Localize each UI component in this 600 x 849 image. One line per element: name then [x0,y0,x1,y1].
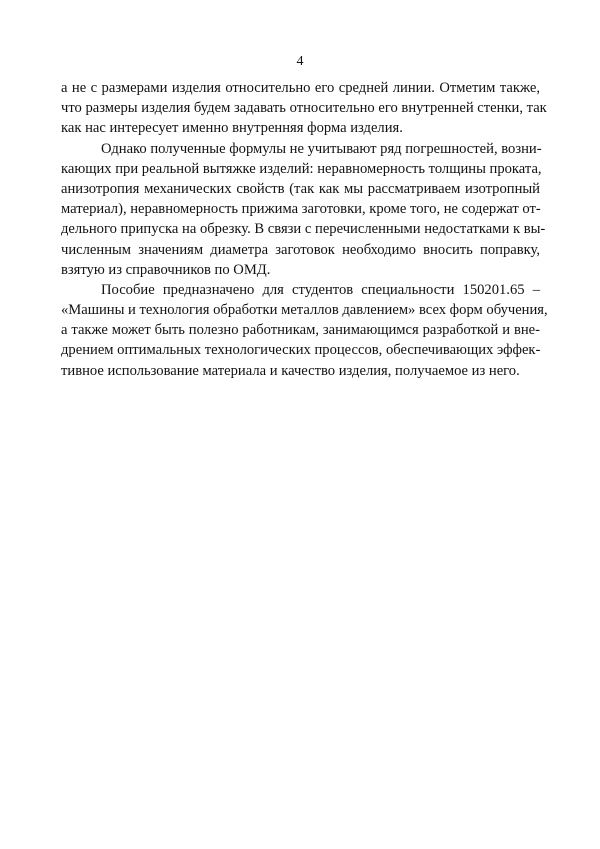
text-line: Однако полученные формулы не учитывают ряд погрешностей, возни- [101,140,542,157]
paragraph-2 [61,139,546,280]
page-number: 4 [296,54,304,69]
text-line: дельного припуска на обрезку. В связи с перечисленными недостатками к вы- [61,221,546,238]
text-line: материал), неравномерность прижима заготовки, кроме того, не содержат от- [61,201,541,218]
text-line: анизотропия механических свойств (так как мы рассматриваем изотропный [61,180,540,197]
text-line: что размеры изделия будем задавать относительно его внутренней стенки, так [61,100,547,117]
text-line: Пособие предназначено для студентов специальности 150201.65 – [101,281,540,298]
text-line: численным значениям диаметра заготовок необходимо вносить поправку, [61,241,540,258]
text-line: как нас интересует именно внутренняя форма изделия. [61,120,403,137]
text-line: тивное использование материала и качество изделия, получаемое из него. [61,362,520,379]
paragraph-1 [61,78,547,139]
text-line: кающих при реальной вытяжке изделий: неравномерность толщины проката, [61,160,542,177]
text-line: а также может быть полезно работникам, занимающимся разработкой и вне- [61,322,540,339]
body-text [61,78,548,381]
text-line: дрением оптимальных технологических процессов, обеспечивающих эффек- [61,342,541,359]
text-line: а не с размерами изделия относительно его средней линии. Отметим также, [61,80,540,96]
text-line: «Машины и технология обработки металлов давлением» всех форм обучения, [61,302,548,319]
paragraph-3 [61,280,548,381]
text-line: взятую из справочников по ОМД. [61,261,271,278]
